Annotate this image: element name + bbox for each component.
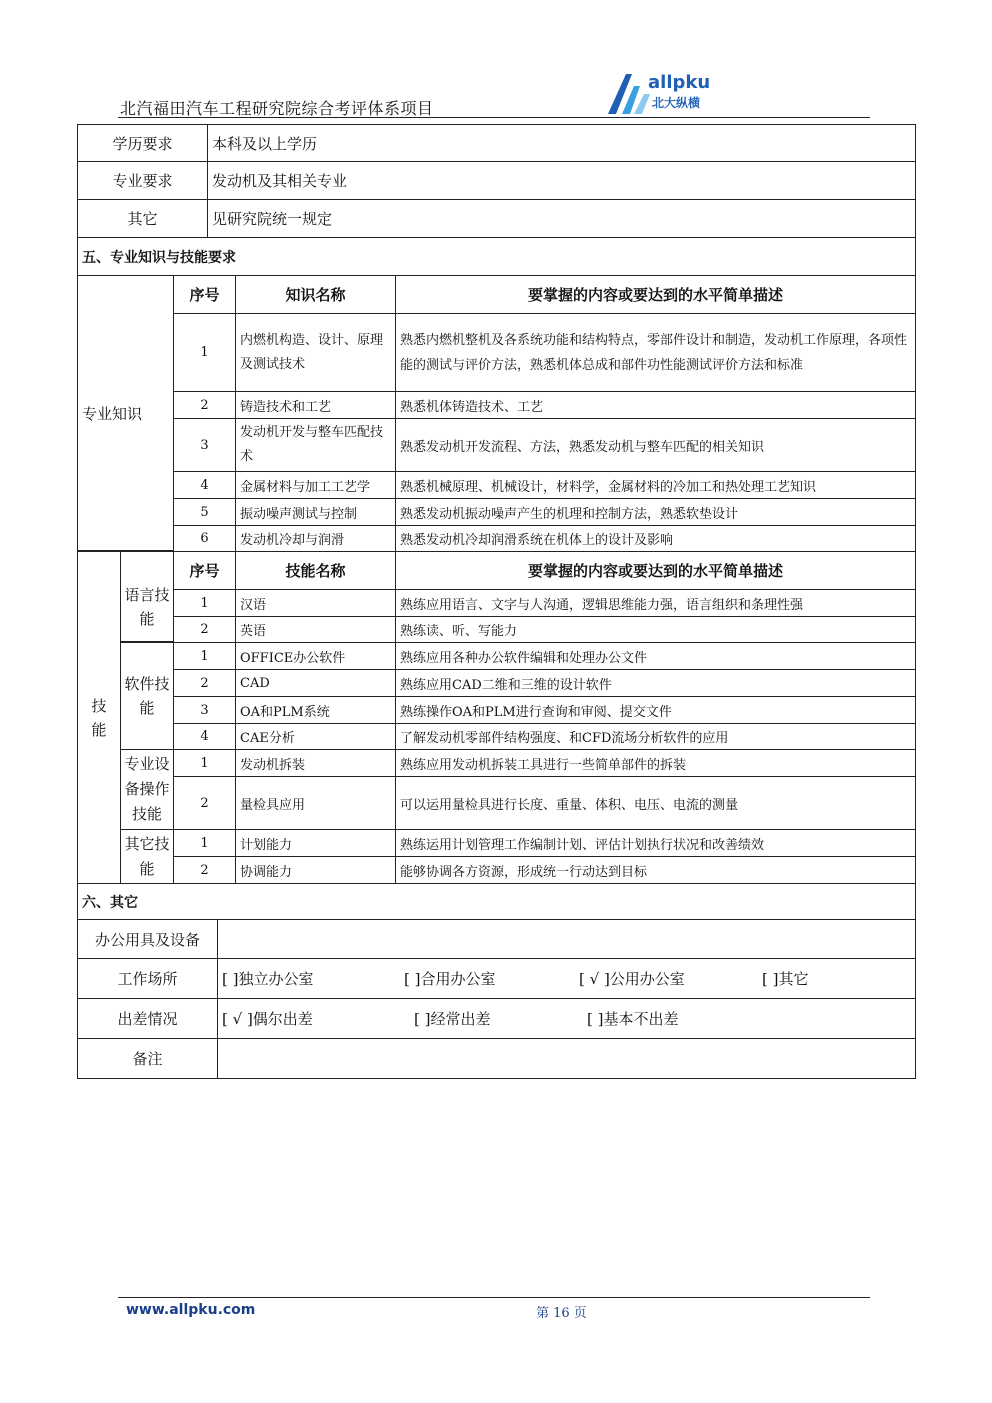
- skill-row-desc: 能够协调各方资源，形成统一行动达到目标: [395, 856, 916, 884]
- workplace-option-other[interactable]: [ ]其它: [762, 970, 809, 988]
- travel-options: [217, 998, 916, 1039]
- knowledge-row-name: 内燃机构造、设计、原理及测试技术: [235, 313, 396, 392]
- knowledge-row-no: 2: [173, 391, 236, 419]
- section6-title: 六、其它: [77, 883, 916, 920]
- skill-row-no: 4: [173, 723, 236, 750]
- skill-group-equipment: 专业设备操作技能: [120, 749, 174, 830]
- travel-label: 出差情况: [77, 998, 218, 1039]
- skill-row-no: 1: [173, 589, 236, 617]
- other-label: 其它: [77, 199, 208, 238]
- skill-row-no: 2: [173, 776, 236, 830]
- footer-page-number: 第 16 页: [536, 1306, 587, 1321]
- logo-english: allpku: [648, 72, 711, 93]
- skill-row-desc: 熟练操作OA和PLM进行查询和审阅、提交文件: [395, 696, 916, 724]
- workplace-options: [217, 958, 916, 999]
- skill-label: [77, 551, 121, 884]
- skill-row-name: CAD: [235, 669, 396, 697]
- knowledge-header-desc: 要掌握的内容或要达到的水平简单描述: [395, 275, 916, 314]
- knowledge-row-no: 5: [173, 498, 236, 526]
- office-equipment-value: [217, 919, 916, 959]
- knowledge-header-name: 知识名称: [235, 275, 396, 314]
- skill-row-no: 2: [173, 616, 236, 643]
- travel-option-occasional[interactable]: [ √ ]偶尔出差: [222, 1010, 313, 1028]
- logo-chinese: 北大纵横: [652, 96, 701, 110]
- footer-url[interactable]: www.allpku.com: [126, 1302, 256, 1318]
- knowledge-row-desc: 熟悉内燃机整机及各系统功能和结构特点，零部件设计和制造，发动机工作原理，各项性能的测试与评价方法，熟悉机体总成和部件功性能测试评价方法和标准: [395, 313, 916, 392]
- allpku-logo: [604, 70, 724, 118]
- education-value: 本科及以上学历: [207, 124, 916, 162]
- footer-rule: [118, 1297, 870, 1298]
- logo-mark-icon: [604, 70, 652, 118]
- skill-row-desc: 熟练应用发动机拆装工具进行一些简单部件的拆装: [395, 749, 916, 777]
- skill-group-other: 其它技能: [120, 829, 174, 884]
- skill-row-no: 2: [173, 856, 236, 884]
- skill-row-desc: 熟练应用各种办公软件编辑和处理办公文件: [395, 642, 916, 670]
- knowledge-row-no: 4: [173, 471, 236, 499]
- other-value: 见研究院统一规定: [207, 199, 916, 238]
- skill-header-no: 序号: [173, 551, 236, 590]
- skill-row-name: 汉语: [235, 589, 396, 617]
- knowledge-row-no: 3: [173, 418, 236, 472]
- knowledge-row-name: 金属材料与加工工艺学: [235, 471, 396, 499]
- knowledge-row-desc: 熟悉发动机冷却润滑系统在机体上的设计及影响: [395, 525, 916, 552]
- remark-value: [217, 1038, 916, 1079]
- knowledge-row-desc: 熟悉发动机振动噪声产生的机理和控制方法，熟悉软垫设计: [395, 498, 916, 526]
- section5-title: 五、专业知识与技能要求: [77, 237, 916, 276]
- skill-row-no: 3: [173, 696, 236, 724]
- skill-row-desc: 熟练读、听、写能力: [395, 616, 916, 643]
- skill-row-desc: 熟练应用语言、文字与人沟通，逻辑思维能力强，语言组织和条理性强: [395, 589, 916, 617]
- knowledge-row-name: 发动机冷却与润滑: [235, 525, 396, 552]
- knowledge-row-desc: 熟悉发动机开发流程、方法，熟悉发动机与整车匹配的相关知识: [395, 418, 916, 472]
- workplace-option-public[interactable]: [ √ ]公用办公室: [579, 970, 685, 988]
- travel-option-frequent[interactable]: [ ]经常出差: [414, 1010, 491, 1028]
- knowledge-row-desc: 熟悉机械原理、机械设计，材料学，金属材料的冷加工和热处理工艺知识: [395, 471, 916, 499]
- knowledge-row-no: 6: [173, 525, 236, 552]
- skill-row-name: OA和PLM系统: [235, 696, 396, 724]
- workplace-option-shared[interactable]: [ ]合用办公室: [404, 970, 496, 988]
- knowledge-row-desc: 熟悉机体铸造技术、工艺: [395, 391, 916, 419]
- skill-header-name: 技能名称: [235, 551, 396, 590]
- knowledge-row-name: 铸造技术和工艺: [235, 391, 396, 419]
- skill-group-language: 语言技能: [120, 572, 174, 642]
- knowledge-row-name: 发动机开发与整车匹配技术: [235, 418, 396, 472]
- skill-row-desc: 熟练应用CAD二维和三维的设计软件: [395, 669, 916, 697]
- skill-row-no: 1: [173, 749, 236, 777]
- skill-row-no: 1: [173, 642, 236, 670]
- skill-row-desc: 熟练运用计划管理工作编制计划、评估计划执行状况和改善绩效: [395, 829, 916, 857]
- education-label: 学历要求: [77, 124, 208, 162]
- skill-row-name: 英语: [235, 616, 396, 643]
- skill-row-no: 1: [173, 829, 236, 857]
- knowledge-label: 专业知识: [77, 275, 174, 551]
- skill-row-name: 发动机拆装: [235, 749, 396, 777]
- skill-row-name: CAE分析: [235, 723, 396, 750]
- document-header-title: 北汽福田汽车工程研究院综合考评体系项目: [120, 99, 434, 118]
- workplace-option-private[interactable]: [ ]独立办公室: [222, 970, 314, 988]
- knowledge-row-no: 1: [173, 313, 236, 392]
- skill-row-desc: 可以运用量检具进行长度、重量、体积、电压、电流的测量: [395, 776, 916, 830]
- skill-row-desc: 了解发动机零部件结构强度、和CFD流场分析软件的应用: [395, 723, 916, 750]
- skill-row-name: 协调能力: [235, 856, 396, 884]
- header-rule: [118, 117, 870, 118]
- travel-option-none[interactable]: [ ]基本不出差: [587, 1010, 679, 1028]
- skill-label-text: 技能: [91, 696, 107, 739]
- office-equipment-label: 办公用具及设备: [77, 919, 218, 959]
- skill-header-desc: 要掌握的内容或要达到的水平简单描述: [395, 551, 916, 590]
- knowledge-header-no: 序号: [173, 275, 236, 314]
- major-label: 专业要求: [77, 161, 208, 200]
- knowledge-row-name: 振动噪声测试与控制: [235, 498, 396, 526]
- major-value: 发动机及其相关专业: [207, 161, 916, 200]
- skill-row-name: OFFICE办公软件: [235, 642, 396, 670]
- remark-label: 备注: [77, 1038, 218, 1079]
- skill-group-software: 软件技能: [120, 642, 174, 750]
- skill-row-name: 计划能力: [235, 829, 396, 857]
- skill-row-name: 量检具应用: [235, 776, 396, 830]
- skill-row-no: 2: [173, 669, 236, 697]
- workplace-label: 工作场所: [77, 958, 218, 999]
